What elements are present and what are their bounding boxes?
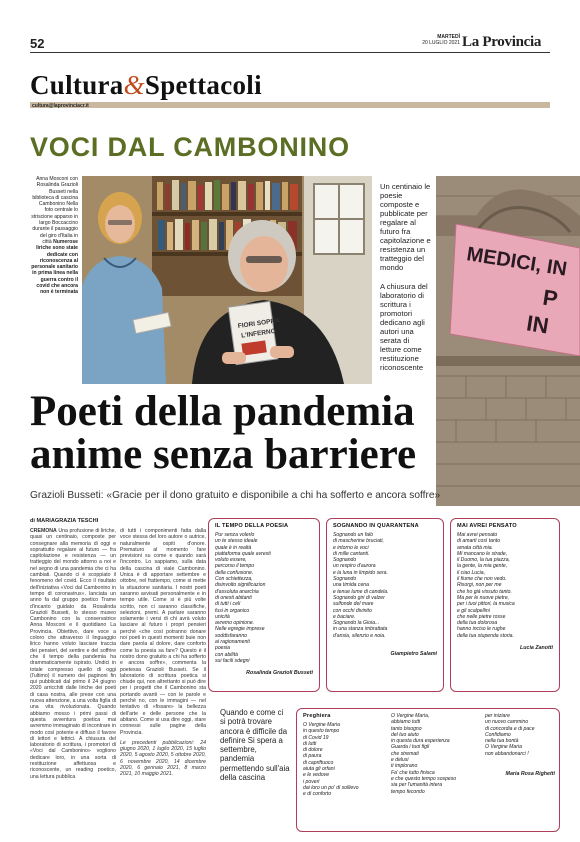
article-column-2 — [120, 528, 206, 778]
article-dateline: CREMONA — [30, 528, 57, 534]
byline: di MARIAGRAZIA TESCHI — [30, 518, 99, 524]
poem-title: SOGNANDO IN QUARANTENA — [333, 523, 419, 529]
article-col1-text: Una profusione di liriche, quasi un centinaio, composte per consegnare alla memoria di oggi e soprattutto regalare al futuro — fra capitolazione e resistenza — un tratteggio del mondo attorno a noi e nel segno di una pandemia che ci ha cambiati. Quando ci è scoppiato il fenomeno del covid. Ecco il risultato dell'iniziativa «Voci dal Cambonino in tempo di coronavirus», lanciata un anno fa dal gruppo poetico Trame d'incanto guidato da Rosalinda Grazioli Busseti, lo stesso museo Cambonino con la conservatrice Anna Mosconi e il quotidiano La Provincia. Obiettivo, dare voce a coloro che attraverso il linguaggio lirico hanno voluto lasciare traccia dei pensieri, del sentire e del soffrire che il tempo della pandemia ha drammaticamente ispirato. Undici in totale compresso quello di oggi (l'ultimo) il numero dei paginoni fin qui pubblicati dal primo il 24 giugno 2020 arricchiti dalle liriche dei poeti di casa nostra, alle prese con una nuova attenzione, a una volta figlia di una vita rivoluzionata. Quando abbiamo mosso i primi passi di questa avventura poetica mai avremmo immaginato di incontrare in modo così potente e diffuso il favore di lettori e lettrici. A chiusura del laboratorio di scrittura, i promotori di «Voci dal Cambonino» vogliono dedicare loro, in una sorta di restituzione affettuosa e riconoscente, un reading poetico, una lettura pubblica — [30, 528, 116, 780]
banner-text-1: MEDICI, IN — [465, 243, 569, 281]
summary-paragraph-1: Un centinaio le poesie composte e pubblicate per regalare al futuro fra capitolazione e resistenza un tratteggio del mondo — [380, 182, 431, 272]
pull-quote: Quando e come ci si potrà trovare ancora è difficile da definire Si spera a settembre, pandemia permettendo sull'aia della cascina — [220, 708, 290, 783]
kicker-title: VOCI DAL CAMBONINO — [30, 132, 350, 162]
poem-box-1 — [208, 518, 320, 692]
headline — [30, 390, 470, 476]
prayer-column-1 — [303, 713, 387, 798]
poem-text: Sognando un falò di mascherine bruciati, e intorno le voci di mille cantanti. Sognando un respiro d'aurora e la luna in limpido sera. Sognando una timida cena e tenue lume di candela. Sognando giri di valzer sulfonde del mare con occhi divinito e baciare. Sognando la Gioia... in una stanza imbrattata d'ansia, silenzio e noia. — [333, 532, 389, 639]
article-column-1 — [30, 528, 116, 780]
dateline-date: 20 LUGLIO 2021 — [422, 40, 460, 46]
masthead-logo: La Provincia — [462, 34, 542, 50]
caption-lead: Anna Mosconi con Rosalinda Grazioli Busseti nella biblioteca di cascina Cambonino — [32, 176, 78, 208]
poem-title: IL TEMPO DELLA POESIA — [215, 523, 289, 529]
article-summary — [380, 182, 432, 382]
prayer-column-2 — [391, 713, 481, 795]
poem-text: O Vergine Maria, abbiamo tutti tanto bisogno del tuo aiuto in questa dura esperienza Guarda i tuoi figli che stremati e delusi ti implorano Fa' che tutto finisca e che questo tempo sospeso sia per l'umanità intera tempo fecondo — [391, 713, 457, 795]
headline-line-2: anime senza barriere — [30, 431, 417, 478]
section-word-1: Cultura — [30, 70, 124, 100]
prayer-box — [296, 708, 560, 832]
poem-text: per iniziare un nuovo cammino di concordia e di pace Confidiamo nella tua bontà O Vergine Maria non abbandonarci ! — [485, 713, 535, 757]
article-col2-text: di tutti i componimenti fatta dalla voce stessa del loro autore o autrice, naturalmente ospiti d'onore. Prematuro al momento fare previsioni su come e quando sarà l'incontro. Lo sappiamo, sulla data della cascina di viale Cambonino. Unica è di apportare settembre e ottobre, nel frattempo, come si mette la situazione sanitaria. I nostri poeti saranno avvisati personalmente e in tempo utile. Come si è più volte scritto, non ci saranno classifiche, selezioni, premi. A parlare saranno solamente i versi di chi avrà voluto lasciare al futuro i propri pensieri perché «che così potranno donare noi poeti in questi momenti buie non dare parola al dolore, dare conforto come la poesia sa fare? Questo è il nostro dono gratuito a chi ha sofferto e ancora soffre», commenta la poetessa Grazioli Busseti. Se il laboratorio di scrittura poetica si chiude qui, non altrettanto si può dire per i progetti che il Cambonino sta portando avanti — con le parole e perché no, con le immagini — nel tentativo di «fissare» la bellezza dell'arte e delle persone che la abitano. Come si usa dire oggi, stare connessi sulle pagine della Provincia. — [120, 528, 206, 736]
header-rule — [30, 52, 550, 53]
banner-text-3: IN — [524, 310, 551, 339]
poem-text: Mai avrei pensato di amarti così tanto amata città mia. Mi mancano le strade, il Duomo, la tua piazza, la gente, la mia gente, il ciao Lucia, il fiume che non vedo. Risorgi, non per me che ho già vissuto tanto. Ma per le nuove pietre, per i tuoi pittori, la musica e gli scalpellini che nelle pietre rosse della tua dolorosa hanno inciso le rughe della tua stupenda storia. — [457, 532, 515, 639]
page-number: 52 — [30, 36, 45, 51]
main-photo — [82, 176, 372, 384]
caption-highlight: Numerose liriche sono state dedicate con riconoscenza al personale sanitario in prima linea nella guerra contro il covid che ancora non è terminata — [31, 238, 78, 296]
banner-text-2: P — [541, 284, 560, 312]
poem-text: O Vergine Maria in questo tempo di Covid 19 di lutti di dolore di paura di capriftuoco aiuta gli orfani e le vedove i poveri dai loro un po' di sollievo e di conforto — [303, 722, 359, 798]
section-ampersand: & — [123, 70, 145, 100]
subheadline: Grazioli Busseti: «Gracie per il dono gratuito e disponibile a chi ha sofferto e ancora soffre» — [30, 490, 441, 501]
previous-publications-note: Le precedenti pubblicazioni: 24 giugno 2020, 1 luglio 2020, 15 luglio 2020, 5 agosto 2020, 5 ottobre 2020, 6 novembre 2020, 14 dicembre 2020, 6 gennaio 2021, 8 marzo 2021, 10 maggio 2021. — [120, 739, 206, 778]
dateline — [400, 34, 460, 46]
prayer-column-3 — [485, 713, 555, 777]
poem-author: Rosalinda Grazioli Busseti — [246, 670, 313, 677]
caption-text: Nella foto centrale lo striscione apparso in largo Boccaccino durante il passaggio del giro d'Italia in città — [31, 201, 78, 245]
poem-author: Lucia Zanotti — [520, 645, 553, 652]
poem-author: Giampietro Salami — [390, 651, 437, 658]
section-rule — [30, 102, 550, 108]
book-title-line-2: L'INFERNO — [240, 327, 277, 340]
poem-author: Maria Rosa Righetti — [505, 771, 555, 778]
poem-box-2 — [326, 518, 444, 692]
summary-paragraph-2: A chiusura del laboratorio di scrittura i promotori dedicano agli autori una serata di letture come restituzione riconoscente — [380, 282, 428, 372]
poem-box-3 — [450, 518, 560, 692]
headline-line-1: Poeti della pandemia — [30, 388, 415, 435]
section-word-2: Spettacoli — [144, 70, 262, 100]
poem-text: Pur senza volerlo un te stesso ideale quale è in realtà piattaforma quale avresti voluto essere, percorso il tempo della confusione. Con schiettezza, disinvolto significazion d'assoluta anarchia di onesti abitanti di tutti i celi fusi in organico unicità avremo opinione. Nelle egregie imprese soddisfaranno ai ragionamenti poesia con abilità sui facili sdegni — [215, 532, 271, 664]
book-title-line-1: FIORI SOPRA — [237, 317, 281, 330]
section-email: cultura@laprovinciacr.it — [32, 103, 89, 109]
dateline-day: MARTEDÌ — [437, 34, 460, 40]
photo-caption — [30, 176, 78, 296]
poem-title: MAI AVREI PENSATO — [457, 523, 517, 529]
main-photo-illustration — [82, 176, 372, 384]
section-title — [30, 70, 262, 101]
poem-title: Preghiera — [303, 713, 331, 719]
